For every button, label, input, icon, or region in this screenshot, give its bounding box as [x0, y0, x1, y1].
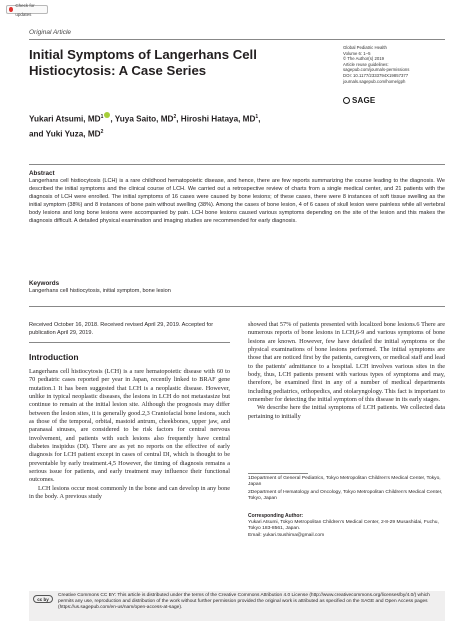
- author-name: Yukari Atsumi, MD: [29, 114, 101, 124]
- author-name: , Hiroshi Hataya, MD: [176, 114, 256, 124]
- journal-info: [343, 45, 453, 84]
- right-column: [248, 321, 445, 468]
- check-for-updates-badge[interactable]: [6, 2, 48, 17]
- journal-name: Global Pediatric Health: [343, 45, 387, 50]
- journal-reuse: Article reuse guidelines:: [343, 61, 389, 67]
- author-affil: 1: [100, 114, 104, 120]
- cc-by-logo: cc by: [33, 595, 53, 603]
- affiliations: [248, 476, 445, 504]
- license-text: Creative Commons CC BY: This article is distributed under the terms of the Creative Commons Attribution 4.0 License (http://www.creativecommons.org/licenses/by/4.0/) which permits any use, reproduction and distribution of the work without further permission provided the original work is attributed as specified on the SAGE and Open Access pages (https://us.sagepub.com/en-us/nam/open-access-at-sage).: [58, 593, 430, 611]
- journal-volume: Volume 6: 1–5: [343, 50, 371, 56]
- abstract-text: Langerhans cell histiocytosis (LCH) is a rare childhood hematopoietic disease, and hence, there are few reports summarizing the course leading to the diagnosis. We described the initial symptoms and the clinical course of LCH. We carried out a retrospective review of charts from a single medical center, and 21 patients with the diagnosis of LCH were enrolled. The initial symptoms of 16 cases were caused by bone lesions; of these cases, there were 8 instances of soft tissue swelling as the initial symptom (38%) and 8 instances of bone pain without swelling (38%). Among the cases of bone lesion, 4 of 6 cases of skull lesion were painless while all vertebral body lesions and long bone lesions were accompanied by pain. LCH bone lesions caused various symptoms depending on the site of the lesion and this makes the diagnosis difficult. A detailed physical examination and imaging studies are recommended for early diagnosis.: [29, 178, 445, 224]
- article-title: Initial Symptoms of Langerhans Cell Histiocytosis: A Case Series: [29, 47, 257, 78]
- introduction-column: [29, 368, 230, 586]
- intro-paragraph-2: LCH lesions occur most commonly in the bone and can develop in any bone in the body. A previous study: [29, 484, 230, 501]
- article-type: Original Article: [29, 29, 72, 36]
- author-name: , Yuya Saito, MD: [110, 114, 174, 124]
- corresponding-email[interactable]: Email: yukari.tsushima@gmail.com: [248, 532, 325, 538]
- journal-home-link[interactable]: journals.sagepub.com/home/gph: [343, 78, 406, 84]
- footnote-rule: [248, 473, 308, 474]
- corresponding-author: [248, 520, 445, 539]
- author-affil: 2: [100, 128, 104, 135]
- author-affil: 1: [255, 114, 259, 120]
- affiliation-2: 2Department of Hematology and Oncology, Tokyo Metropolitan Children's Medical Center, Tokyo, Japan: [248, 489, 443, 502]
- author-separator: ,: [258, 114, 261, 124]
- keywords-heading: Keywords: [29, 280, 60, 287]
- received-rule: [29, 342, 230, 343]
- intro-paragraph-1: Langerhans cell histiocytosis (LCH) is a rare hematopoietic disease with 60 to 70 pediatric cases reported per year in Japan, recently linked to BRAF gene mutation.1 It has been suggested that LCH is a neoplastic disease. However, unlike in typical neoplastic diseases, the lesions in LCH do not metastasize but continue to remain at the initial lesion site. Although the prognosis may differ between the lesion sites, it is generally good.2,3 Craniofacial bone lesions, such as those of the temporal, orbital, mastoid antrum, cheekbones, upper jaw, and paranasal sinuses, are considered to be risk factors for central nervous involvement, and patients with such lesions also frequently have central diabetes insipidus (DI). There are as yet no reports on the effective of early diagnosis for LCH patient except in cases of central DI, which is thought to be preventable by early treatment.4,5 However, the timing of diagnosis remains a serious issue for patients, and early treatment may influence their functional outcomes.: [29, 368, 230, 484]
- journal-doi[interactable]: DOI: 10.1177/2333794X19857377: [343, 72, 409, 78]
- publisher-logo: [343, 96, 375, 105]
- corresponding-heading: Corresponding Author:: [248, 513, 304, 519]
- author-list: [29, 111, 329, 140]
- top-rule: [29, 39, 445, 40]
- right-paragraph-2: We describe here the initial symptoms of LCH patients. We collected data pertaining to initially: [248, 404, 445, 420]
- keywords-rule: [29, 306, 445, 307]
- abstract-rule: [29, 164, 445, 165]
- corresponding-address: Yukari Atsumi, Tokyo Metropolitan Children's Medical Center, 2-8-29 Musashidai, Fuchu, Tokyo 183-8561, Japan.: [248, 520, 439, 532]
- author-affil: 2: [173, 114, 177, 120]
- journal-permissions-link[interactable]: sagepub.com/journals-permissions: [343, 67, 410, 73]
- publisher-name: SAGE: [352, 96, 376, 105]
- received-dates: Received October 16, 2018. Received revised April 29, 2019. Accepted for publication April 29, 2019.: [29, 322, 214, 336]
- keywords-text: Langerhans cell histiocytosis, initial symptom, bone lesion: [29, 288, 171, 294]
- right-paragraph-1: showed that 57% of patients presented with localized bone lesions.6 There are numerous reports of bone lesions in LCH,6-9 and various symptoms of bone lesions are known. However, few have detailed the initial symptoms or the physical examinations of bone lesions performed. The initial symptoms are those that are noticed first by the patients, caregivers, or medical staff and lead to the patients' admittance to a hospital. LCH involves various sites in the body, thus, LCH patients present with various types of symptoms and may, therefore, be examined first in any of a number of medical departments including pediatrics, orthopedics, and otolaryngology. This fact is important to remember for detecting the initial symptom of this disease in its early stages.: [248, 321, 445, 404]
- abstract-heading: Abstract: [29, 170, 55, 177]
- affiliation-1: 1Department of General Pediatrics, Tokyo Metropolitan Children's Medical Center, Tokyo, Japan: [248, 476, 441, 488]
- check-updates-icon: [9, 7, 13, 12]
- sage-logo-icon: [343, 97, 350, 104]
- author-name: and Yuki Yuza, MD: [29, 129, 101, 139]
- check-updates-label: Check for updates: [15, 2, 35, 17]
- introduction-heading: Introduction: [29, 352, 79, 362]
- journal-copyright: © The Author(s) 2019: [343, 56, 385, 62]
